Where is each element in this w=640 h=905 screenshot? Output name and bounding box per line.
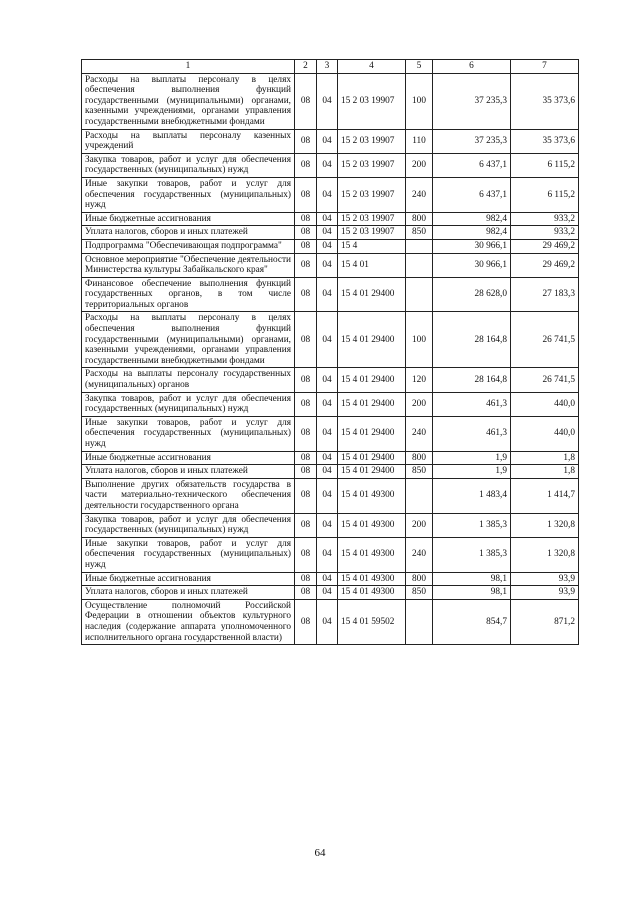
cell-section: 08 — [295, 73, 317, 129]
cell-amount-1: 1 385,3 — [433, 513, 511, 537]
table-row — [82, 253, 579, 277]
cell-subsection: 04 — [317, 73, 338, 129]
cell-expense-type — [406, 478, 433, 513]
table-row — [82, 226, 579, 240]
cell-expense-type: 100 — [406, 73, 433, 129]
cell-subsection: 04 — [317, 277, 338, 312]
cell-amount-2: 29 469,2 — [511, 253, 579, 277]
cell-name: Основное мероприятие "Обеспечение деятельности Министерства культуры Забайкальского края" — [82, 253, 295, 277]
cell-subsection: 04 — [317, 226, 338, 240]
cell-target-code: 15 2 03 19907 — [338, 226, 406, 240]
cell-name: Иные закупки товаров, работ и услуг для обеспечения государственных (муниципальных) нужд — [82, 537, 295, 572]
table-row — [82, 586, 579, 600]
cell-name: Иные бюджетные ассигнования — [82, 212, 295, 226]
cell-section: 08 — [295, 478, 317, 513]
cell-expense-type: 800 — [406, 572, 433, 586]
cell-name: Иные закупки товаров, работ и услуг для обеспечения государственных (муниципальных) нужд — [82, 416, 295, 451]
cell-subsection: 04 — [317, 451, 338, 465]
cell-subsection: 04 — [317, 312, 338, 368]
cell-name: Закупка товаров, работ и услуг для обеспечения государственных (муниципальных) нужд — [82, 513, 295, 537]
cell-section: 08 — [295, 599, 317, 644]
cell-amount-2: 440,0 — [511, 392, 579, 416]
cell-amount-1: 1,9 — [433, 465, 511, 479]
cell-amount-1: 30 966,1 — [433, 239, 511, 253]
cell-section: 08 — [295, 451, 317, 465]
cell-amount-2: 1 320,8 — [511, 513, 579, 537]
cell-expense-type — [406, 253, 433, 277]
cell-expense-type: 240 — [406, 177, 433, 212]
cell-expense-type: 200 — [406, 392, 433, 416]
cell-section: 08 — [295, 312, 317, 368]
cell-target-code: 15 2 03 19907 — [338, 212, 406, 226]
cell-name: Осуществление полномочий Российской Федерации в отношении объектов культурного наследия (содержание аппарата уполномоченного исполнительного органа государственной власти) — [82, 599, 295, 644]
cell-name: Финансовое обеспечение выполнения функций государственных органов, в том числе территориальных органов — [82, 277, 295, 312]
cell-amount-2: 93,9 — [511, 586, 579, 600]
table-row — [82, 239, 579, 253]
cell-target-code: 15 2 03 19907 — [338, 129, 406, 153]
cell-expense-type — [406, 239, 433, 253]
cell-amount-1: 30 966,1 — [433, 253, 511, 277]
column-header-6: 6 — [433, 60, 511, 74]
cell-name: Закупка товаров, работ и услуг для обеспечения государственных (муниципальных) нужд — [82, 153, 295, 177]
cell-section: 08 — [295, 129, 317, 153]
cell-expense-type: 200 — [406, 513, 433, 537]
cell-name: Расходы на выплаты персоналу государственных (муниципальных) органов — [82, 368, 295, 392]
cell-expense-type: 240 — [406, 537, 433, 572]
table-row — [82, 451, 579, 465]
cell-section: 08 — [295, 226, 317, 240]
cell-name: Подпрограмма "Обеспечивающая подпрограмма" — [82, 239, 295, 253]
cell-target-code: 15 4 01 29400 — [338, 392, 406, 416]
budget-table — [81, 59, 579, 645]
cell-target-code: 15 4 01 59502 — [338, 599, 406, 644]
cell-amount-1: 1,9 — [433, 451, 511, 465]
cell-expense-type: 850 — [406, 465, 433, 479]
cell-amount-1: 6 437,1 — [433, 177, 511, 212]
table-row — [82, 153, 579, 177]
table-row — [82, 478, 579, 513]
cell-subsection: 04 — [317, 513, 338, 537]
cell-section: 08 — [295, 239, 317, 253]
cell-expense-type: 800 — [406, 451, 433, 465]
cell-amount-1: 28 628,0 — [433, 277, 511, 312]
cell-target-code: 15 4 01 29400 — [338, 451, 406, 465]
cell-section: 08 — [295, 368, 317, 392]
cell-name: Уплата налогов, сборов и иных платежей — [82, 586, 295, 600]
cell-expense-type: 850 — [406, 586, 433, 600]
cell-amount-1: 28 164,8 — [433, 312, 511, 368]
cell-name: Закупка товаров, работ и услуг для обеспечения государственных (муниципальных) нужд — [82, 392, 295, 416]
cell-name: Иные бюджетные ассигнования — [82, 572, 295, 586]
column-header-1: 1 — [82, 60, 295, 74]
cell-amount-1: 98,1 — [433, 572, 511, 586]
cell-subsection: 04 — [317, 368, 338, 392]
cell-amount-1: 37 235,3 — [433, 129, 511, 153]
table-row — [82, 212, 579, 226]
table-row — [82, 572, 579, 586]
cell-subsection: 04 — [317, 129, 338, 153]
cell-name: Уплата налогов, сборов и иных платежей — [82, 226, 295, 240]
cell-section: 08 — [295, 465, 317, 479]
cell-amount-2: 1 320,8 — [511, 537, 579, 572]
cell-amount-1: 982,4 — [433, 212, 511, 226]
table-row — [82, 392, 579, 416]
table-row — [82, 513, 579, 537]
cell-expense-type: 200 — [406, 153, 433, 177]
table-row — [82, 537, 579, 572]
cell-amount-2: 35 373,6 — [511, 129, 579, 153]
cell-target-code: 15 4 01 49300 — [338, 537, 406, 572]
cell-target-code: 15 4 — [338, 239, 406, 253]
cell-amount-2: 93,9 — [511, 572, 579, 586]
table-row — [82, 73, 579, 129]
cell-expense-type: 240 — [406, 416, 433, 451]
cell-target-code: 15 4 01 29400 — [338, 416, 406, 451]
cell-amount-2: 27 183,3 — [511, 277, 579, 312]
table-row — [82, 177, 579, 212]
page-number: 64 — [314, 847, 326, 859]
cell-amount-1: 982,4 — [433, 226, 511, 240]
cell-subsection: 04 — [317, 572, 338, 586]
cell-subsection: 04 — [317, 586, 338, 600]
cell-amount-2: 1 414,7 — [511, 478, 579, 513]
table-row — [82, 465, 579, 479]
cell-target-code: 15 4 01 49300 — [338, 478, 406, 513]
cell-name: Расходы на выплаты персоналу в целях обеспечения выполнения функций государственными (муниципальными) органами, казенными учреждениями, органами управления государственными внебюджетными фондами — [82, 73, 295, 129]
cell-amount-2: 26 741,5 — [511, 368, 579, 392]
cell-expense-type: 850 — [406, 226, 433, 240]
cell-target-code: 15 4 01 29400 — [338, 368, 406, 392]
table-row — [82, 599, 579, 644]
cell-target-code: 15 4 01 29400 — [338, 277, 406, 312]
column-header-3: 3 — [317, 60, 338, 74]
cell-name: Иные закупки товаров, работ и услуг для обеспечения государственных (муниципальных) нужд — [82, 177, 295, 212]
table-row — [82, 129, 579, 153]
column-header-2: 2 — [295, 60, 317, 74]
cell-expense-type: 100 — [406, 312, 433, 368]
cell-amount-1: 28 164,8 — [433, 368, 511, 392]
cell-name: Иные бюджетные ассигнования — [82, 451, 295, 465]
cell-target-code: 15 2 03 19907 — [338, 177, 406, 212]
cell-section: 08 — [295, 416, 317, 451]
cell-expense-type: 120 — [406, 368, 433, 392]
cell-section: 08 — [295, 586, 317, 600]
cell-expense-type — [406, 599, 433, 644]
cell-name: Уплата налогов, сборов и иных платежей — [82, 465, 295, 479]
cell-subsection: 04 — [317, 465, 338, 479]
cell-amount-1: 6 437,1 — [433, 153, 511, 177]
column-header-5: 5 — [406, 60, 433, 74]
cell-amount-2: 1,8 — [511, 465, 579, 479]
cell-amount-2: 6 115,2 — [511, 177, 579, 212]
table-row — [82, 277, 579, 312]
cell-expense-type: 110 — [406, 129, 433, 153]
cell-amount-2: 35 373,6 — [511, 73, 579, 129]
cell-amount-2: 933,2 — [511, 212, 579, 226]
cell-amount-1: 37 235,3 — [433, 73, 511, 129]
cell-subsection: 04 — [317, 239, 338, 253]
cell-section: 08 — [295, 212, 317, 226]
cell-amount-1: 461,3 — [433, 392, 511, 416]
table-row — [82, 416, 579, 451]
cell-amount-2: 1,8 — [511, 451, 579, 465]
cell-subsection: 04 — [317, 177, 338, 212]
table-row — [82, 368, 579, 392]
table-body — [82, 73, 579, 645]
table-row — [82, 312, 579, 368]
cell-target-code: 15 4 01 49300 — [338, 572, 406, 586]
cell-amount-2: 933,2 — [511, 226, 579, 240]
cell-section: 08 — [295, 392, 317, 416]
cell-amount-2: 29 469,2 — [511, 239, 579, 253]
column-header-7: 7 — [511, 60, 579, 74]
cell-expense-type: 800 — [406, 212, 433, 226]
cell-subsection: 04 — [317, 212, 338, 226]
cell-target-code: 15 4 01 — [338, 253, 406, 277]
cell-name: Расходы на выплаты персоналу в целях обеспечения выполнения функций государственными (муниципальными) органами, казенными учреждениями, органами управления государственными внебюджетными фондами — [82, 312, 295, 368]
cell-name: Расходы на выплаты персоналу казенных учреждений — [82, 129, 295, 153]
cell-target-code: 15 4 01 49300 — [338, 586, 406, 600]
cell-target-code: 15 2 03 19907 — [338, 153, 406, 177]
cell-amount-1: 854,7 — [433, 599, 511, 644]
cell-section: 08 — [295, 177, 317, 212]
cell-section: 08 — [295, 277, 317, 312]
cell-target-code: 15 2 03 19907 — [338, 73, 406, 129]
cell-subsection: 04 — [317, 478, 338, 513]
cell-amount-1: 98,1 — [433, 586, 511, 600]
cell-amount-1: 461,3 — [433, 416, 511, 451]
cell-amount-1: 1 483,4 — [433, 478, 511, 513]
column-header-4: 4 — [338, 60, 406, 74]
cell-amount-2: 26 741,5 — [511, 312, 579, 368]
cell-amount-2: 6 115,2 — [511, 153, 579, 177]
cell-subsection: 04 — [317, 392, 338, 416]
cell-amount-2: 871,2 — [511, 599, 579, 644]
cell-subsection: 04 — [317, 153, 338, 177]
cell-section: 08 — [295, 153, 317, 177]
cell-target-code: 15 4 01 49300 — [338, 513, 406, 537]
cell-subsection: 04 — [317, 537, 338, 572]
cell-section: 08 — [295, 253, 317, 277]
cell-section: 08 — [295, 572, 317, 586]
cell-subsection: 04 — [317, 416, 338, 451]
cell-target-code: 15 4 01 29400 — [338, 312, 406, 368]
cell-expense-type — [406, 277, 433, 312]
cell-subsection: 04 — [317, 599, 338, 644]
cell-name: Выполнение других обязательств государства в части материально-технического обеспечения деятельности государственного органа — [82, 478, 295, 513]
cell-amount-2: 440,0 — [511, 416, 579, 451]
cell-amount-1: 1 385,3 — [433, 537, 511, 572]
cell-subsection: 04 — [317, 253, 338, 277]
cell-section: 08 — [295, 513, 317, 537]
cell-section: 08 — [295, 537, 317, 572]
cell-target-code: 15 4 01 29400 — [338, 465, 406, 479]
header-row — [82, 60, 579, 74]
